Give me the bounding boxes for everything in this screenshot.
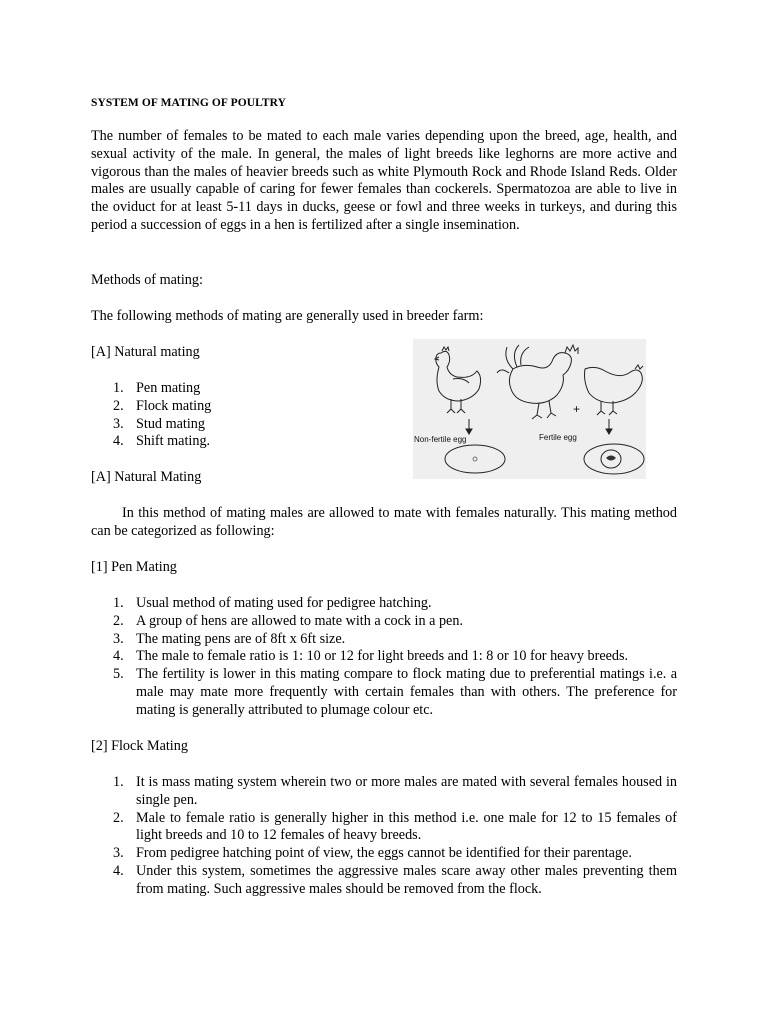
- natural-mating-paragraph: In this method of mating males are allowed to mate with females naturally. This mating method can be categorized as following:: [91, 505, 677, 539]
- list-number: 1.: [113, 774, 124, 790]
- list-number: 3.: [113, 630, 124, 647]
- list-item: [91, 845, 677, 863]
- blastodisc-spot: [473, 457, 477, 461]
- flock-mating-list: [91, 774, 677, 899]
- list-item: [91, 648, 677, 666]
- list-item-text: Stud mating: [136, 415, 205, 432]
- list-number: 5.: [113, 666, 124, 683]
- list-item-text: It is mass mating system wherein two or more males are mated with several females housed in single pen.: [136, 774, 677, 808]
- hen-drawing: [435, 347, 481, 413]
- list-number: 2.: [113, 612, 124, 629]
- list-number: 3.: [113, 845, 124, 862]
- embryo-mark: [606, 456, 616, 461]
- list-number: 4.: [113, 433, 124, 450]
- list-item: [91, 774, 677, 810]
- list-item: [91, 380, 391, 398]
- list-item: [91, 810, 677, 846]
- list-number: 1.: [113, 595, 124, 611]
- list-item: [91, 666, 677, 719]
- list-item: [91, 433, 391, 451]
- arrow-icon: [466, 419, 612, 434]
- pen-mating-list: [91, 595, 677, 720]
- list-item: [91, 863, 677, 899]
- list-item: [91, 595, 677, 613]
- flock-mating-heading: [2] Flock Mating: [91, 738, 188, 754]
- list-number: 4.: [113, 648, 124, 665]
- list-item: [91, 416, 391, 434]
- list-number: 2.: [113, 809, 124, 826]
- fertile-egg-label: Fertile egg: [539, 433, 577, 442]
- pen-mating-heading: [1] Pen Mating: [91, 559, 177, 575]
- list-item-text: Under this system, sometimes the aggressive males scare away other males preventing them from mating. Such aggressive males should be removed from the flock.: [136, 862, 677, 897]
- list-item-text: From pedigree hatching point of view, the eggs cannot be identified for their parentage.: [136, 845, 632, 862]
- natural-mating-heading: [A] Natural mating: [91, 344, 200, 360]
- list-item-text: Shift mating.: [136, 433, 211, 450]
- methods-intro: The following methods of mating are generally used in breeder farm:: [91, 308, 484, 324]
- list-item: [91, 613, 677, 631]
- list-item-text: The male to female ratio is 1: 10 or 12 for light breeds and 1: 8 or 10 for heavy breeds.: [136, 648, 629, 665]
- plus-sign: +: [573, 402, 581, 416]
- mating-illustration: [413, 339, 646, 479]
- list-item-text: Male to female ratio is generally higher in this method i.e. one male for 12 to 15 females of light breeds and 10 to 12 females of heavy breeds.: [136, 809, 677, 844]
- list-item-text: The mating pens are of 8ft x 6ft size.: [136, 630, 346, 647]
- list-item: [91, 631, 677, 649]
- list-item: [91, 398, 391, 416]
- nonfertile-egg-label: Non-fertile egg: [414, 435, 467, 444]
- list-item-text: Usual method of mating used for pedigree hatching.: [136, 595, 432, 611]
- nonfertile-egg: [445, 445, 505, 473]
- methods-heading: Methods of mating:: [91, 272, 203, 288]
- list-number: 4.: [113, 862, 124, 879]
- intro-paragraph: The number of females to be mated to each male varies depending upon the breed, age, health, and sexual activity of the male. In general, the males of light breeds like leghorns are more active and vigorous than the males of heavier breeds such as white Plymouth Rock and Rhode Island Reds. Older males are usually capable of caring for fewer females than cockerels. Spermatozoa are able to live in the oviduct for at least 5-11 days in ducks, geese or fowl and three weeks in turkeys, and during this period a succession of eggs in a hen is fertilized after a single insemination.: [91, 128, 677, 233]
- list-number: 1.: [113, 380, 124, 396]
- list-item-text: Pen mating: [136, 380, 201, 396]
- list-number: 3.: [113, 415, 124, 432]
- rooster-drawing: [497, 345, 581, 419]
- natural-mating-heading-2: [A] Natural Mating: [91, 469, 202, 485]
- document-title: SYSTEM OF MATING OF POULTRY: [91, 97, 287, 109]
- list-item-text: A group of hens are allowed to mate with a cock in a pen.: [136, 612, 463, 629]
- list-number: 2.: [113, 397, 124, 414]
- natural-mating-list: [91, 380, 391, 451]
- list-item-text: The fertility is lower in this mating compare to flock mating due to preferential matings i.e. a male may mate more frequently with certain females than with others. The preference for mating is generally attributed to plumage colour etc.: [136, 666, 677, 718]
- hen-drawing: [585, 365, 644, 415]
- list-item-text: Flock mating: [136, 397, 212, 414]
